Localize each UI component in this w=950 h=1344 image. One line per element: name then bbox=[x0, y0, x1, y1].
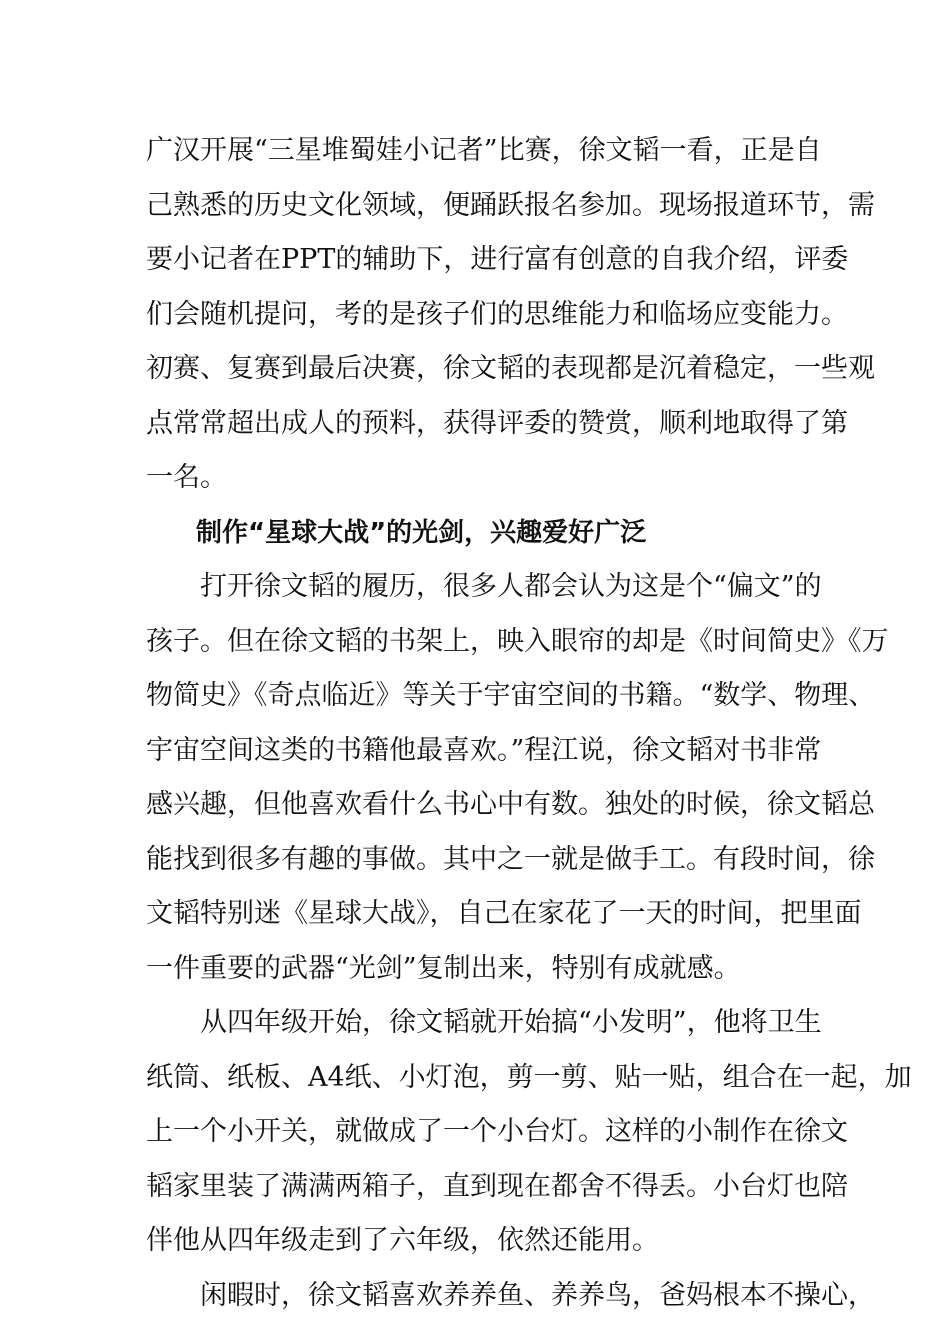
text-line: 纸筒、纸板、A4纸、小灯泡，剪一剪、贴一贴，组合在一起，加 bbox=[146, 1061, 912, 1093]
section-heading: 制作“星球大战”的光剑，兴趣爱好广泛 bbox=[196, 517, 647, 548]
paragraph-bookshelf bbox=[146, 560, 889, 996]
text-line: 点常常超出成人的预料，获得评委的赞赏，顺利地取得了第 bbox=[146, 407, 848, 439]
text-line: 感兴趣，但他喜欢看什么书心中有数。独处的时候，徐文韬总 bbox=[146, 789, 875, 820]
text-line: 们会随机提问，考的是孩子们的思维能力和临场应变能力。 bbox=[146, 298, 848, 330]
text-line: 打开徐文韬的履历，很多人都会认为这是个“偏文”的 bbox=[200, 571, 822, 602]
text-line: 己熟悉的历史文化领域，便踊跃报名参加。现场报道环节，需 bbox=[146, 189, 875, 221]
text-line: 物简史》《奇点临近》等关于宇宙空间的书籍。“数学、物理、 bbox=[146, 680, 876, 711]
text-line: 闲暇时，徐文韬喜欢养养鱼、养养鸟，爸妈根本不操心， bbox=[200, 1279, 875, 1311]
text-line: 要小记者在PPT的辅助下，进行富有创意的自我介绍，评委 bbox=[146, 244, 849, 275]
text-line: 韬家里装了满满两箱子，直到现在都舍不得丢。小台灯也陪 bbox=[146, 1170, 848, 1202]
paragraph-hobbies bbox=[146, 1269, 875, 1324]
text-line: 一件重要的武器“光剑”复制出来，特别有成就感。 bbox=[146, 952, 741, 984]
text-line: 宇宙空间这类的书籍他最喜欢。”程江说，徐文韬对书非常 bbox=[146, 734, 822, 766]
text-line: 从四年级开始，徐文韬就开始搞“小发明”，他将卫生 bbox=[200, 1007, 822, 1038]
document-body bbox=[146, 124, 912, 1323]
text-line: 上一个小开关，就做成了一个小台灯。这样的小制作在徐文 bbox=[146, 1116, 848, 1147]
text-line: 一名。 bbox=[146, 462, 227, 493]
text-line: 文韬特别迷《星球大战》，自己在家花了一天的时间，把里面 bbox=[146, 898, 862, 929]
paragraph-competition bbox=[146, 124, 875, 506]
text-line: 孩子。但在徐文韬的书架上，映入眼帘的却是《时间简史》《万 bbox=[146, 625, 889, 657]
text-line: 广汉开展“三星堆蜀娃小记者”比赛，徐文韬一看，正是自 bbox=[146, 135, 822, 166]
text-line: 能找到很多有趣的事做。其中之一就是做手工。有段时间，徐 bbox=[146, 843, 875, 875]
paragraph-inventions bbox=[146, 996, 912, 1269]
text-line: 伴他从四年级走到了六年级，依然还能用。 bbox=[146, 1225, 659, 1256]
text-line: 初赛、复赛到最后决赛，徐文韬的表现都是沉着稳定，一些观 bbox=[146, 353, 875, 384]
